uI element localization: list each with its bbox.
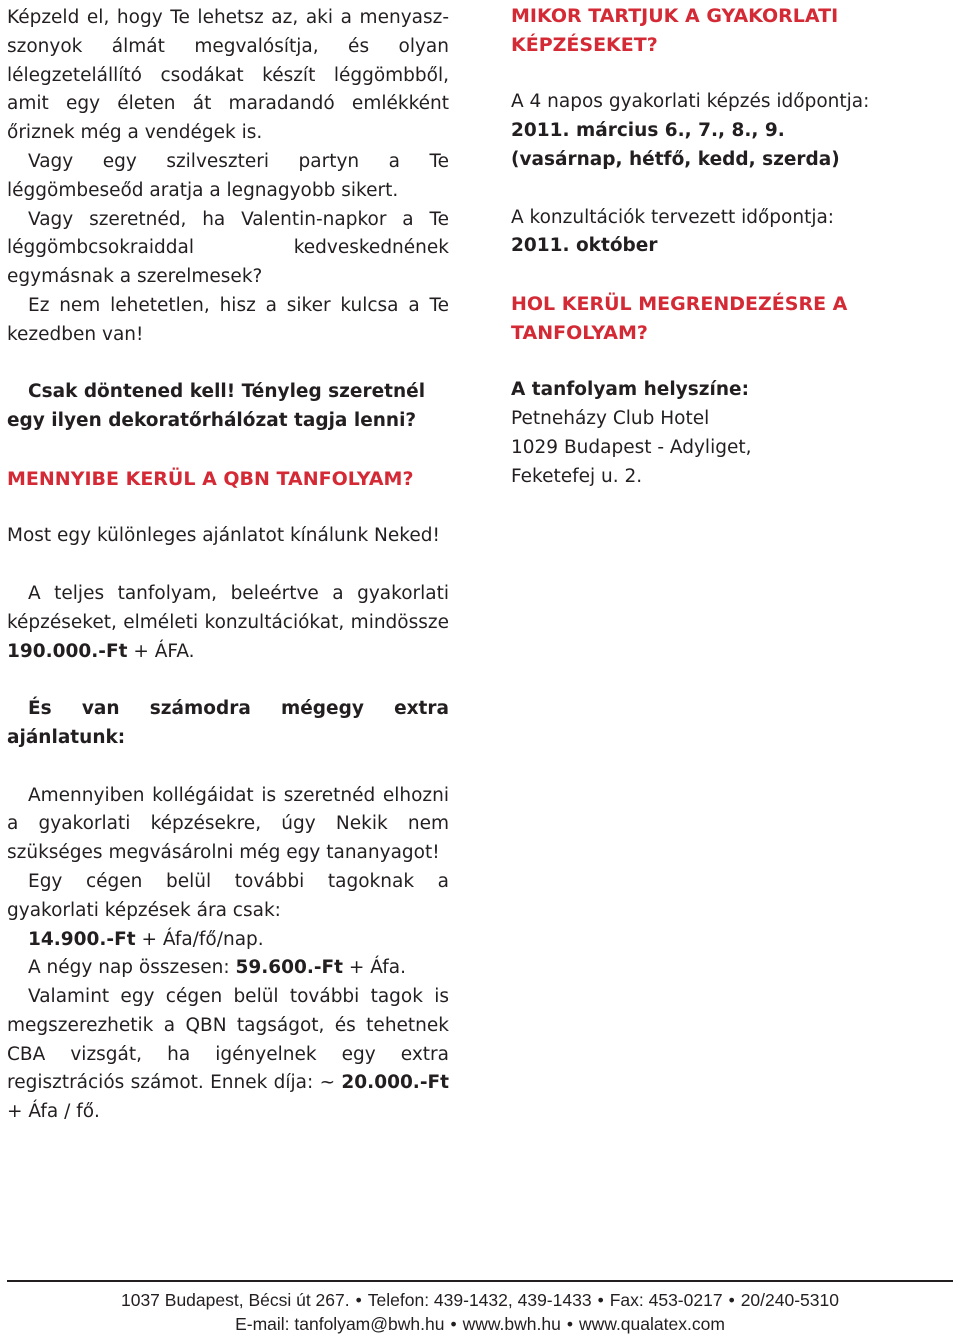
intro-paragraph-1: Képzeld el, hogy Te lehetsz az, aki a menyasz-szonyok álmát megvalósítja, és olyan lélegzetelállító csodákat készít léggömbből, amit egy életen át maradandó emlékként őriznek még a vendégek is. [7,7,449,144]
venue-label: A tanfolyam helyszíne: [511,379,749,401]
venue-name: Petneházy Club Hotel [511,408,710,430]
extra-offer-heading: És van számodra mégegy extra ajánlatunk: [7,698,449,748]
consultation-date: 2011. október [511,235,658,257]
consultation-intro: A konzultációk tervezett időpontja: [511,206,835,228]
registration-price: 20.000.-Ft [341,1072,449,1094]
price-heading: MENNYIBE KERÜL A QBN TANFOLYAM? [7,467,414,490]
daily-price-suffix: + Áfa/fő/nap. [135,928,264,950]
four-days-suffix: + Áfa. [343,957,407,979]
where-heading: HOL KERÜL MEGRENDEZÉSRE A TANFOLYAM? [511,292,848,344]
footer-email-link[interactable]: E-mail: tanfolyam@bwh.hu [235,1314,445,1334]
footer-phone: Telefon: 439-1432, 439-1433 [367,1290,592,1310]
four-days-line [7,954,449,983]
footer-website-link-qualatex[interactable]: www.qualatex.com [579,1314,725,1334]
venue-address-line-2: Feketefej u. 2. [511,465,643,487]
four-days-price: 59.600.-Ft [235,957,344,979]
intro-paragraph-4: Ez nem lehetetlen, hisz a siker kulcsa a Te kezedben van! [7,294,449,345]
bullet-separator: • [597,1290,604,1310]
offer-intro: Most egy különleges ajánlatot kínálunk Neked! [7,525,440,547]
footer-website-link-bwh[interactable]: www.bwh.hu [462,1314,561,1334]
bullet-separator: • [566,1314,573,1334]
when-days: (vasárnap, hétfő, kedd, szerda) [511,148,840,170]
intro-paragraph-2: Vagy egy szilveszteri partyn a Te léggömbeseőd aratja a legnagyobb sikert. [7,150,449,201]
bullet-separator: • [450,1314,457,1334]
four-days-prefix: A négy nap összesen: [28,957,236,979]
full-course-text: A teljes tanfolyam, beleértve a gyakorlati képzéseket, elméleti konzultációkat, mindössze [7,582,449,633]
bullet-separator: • [355,1290,362,1310]
extra-paragraph-3-text: Valamint egy cégen belül további tagok is megszerezhetik a QBN tagságot, és tehetnek CBA vizsgát, ha igényelnek egy extra regisztrációs számot. Ennek díja: ~ [7,986,449,1094]
footer-mobile: 20/240-5310 [740,1290,839,1310]
footer-address: 1037 Budapest, Bécsi út 267. [120,1290,350,1310]
full-course-price: 190.000.-Ft [7,640,128,662]
when-dates: 2011. március 6., 7., 8., 9. [511,120,785,142]
extra-paragraph-1: Amennyiben kollégáidat is szeretnéd elhozni a gyakorlati képzésekre, úgy Nekik nem szükséges megvásárolni még egy tananyagot! [7,784,449,864]
daily-price-line [7,926,449,955]
bullet-separator: • [728,1290,735,1310]
footer-fax: Fax: 453-0217 [609,1290,723,1310]
intro-paragraph-3: Vagy szeretnéd, ha Valentin-napkor a Te léggömbcsokraiddal kedveskednének egymásnak a szerelmesek? [7,208,449,288]
daily-price: 14.900.-Ft [28,928,136,950]
full-course-paragraph [7,580,449,666]
full-course-vat: + ÁFA. [127,640,195,662]
footer-web-line [0,1314,960,1335]
registration-price-suffix: + Áfa / fő. [7,1101,100,1123]
extra-paragraph-2: Egy cégen belül további tagoknak a gyakorlati képzések ára csak: [7,870,449,921]
footer-contact-line [0,1290,960,1311]
call-to-action: Csak döntened kell! Tényleg szeretnél egy ilyen dekoratőrhálózat tagja lenni? [7,381,426,432]
right-column [511,2,931,492]
venue-address-line-1: 1029 Budapest - Adyliget, [511,436,752,458]
left-column [7,4,449,1127]
footer-divider [7,1280,953,1282]
when-intro: A 4 napos gyakorlati képzés időpontja: [511,91,870,113]
when-heading: MIKOR TARTJUK A GYAKORLATI KÉPZÉSEKET? [511,5,839,56]
extra-paragraph-3 [7,983,449,1127]
